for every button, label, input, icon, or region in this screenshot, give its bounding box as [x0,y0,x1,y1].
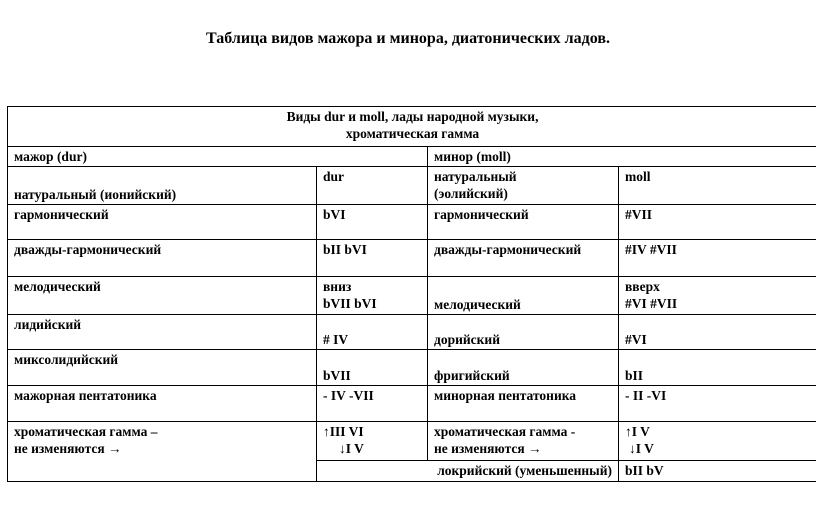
chromatic-major-label [8,422,317,461]
table-header-row [8,107,816,147]
double-harmonic-major-value: bII bVI [317,240,428,277]
chromatic-minor-line2: не изменяются → [434,441,542,456]
chromatic-minor-up: ↑I V [625,424,650,439]
page-title: Таблица видов мажора и минора, диатонических ладов. [206,30,610,47]
double-harmonic-minor-value: #IV #VII [619,240,816,277]
harmonic-minor-value: #VII [619,205,816,240]
natural-major-label: натуральный (ионийский) [8,167,317,205]
table-row [8,205,816,240]
table-row [8,147,816,167]
dur-label: dur [317,167,428,205]
melodic-major-label: мелодический [8,277,317,315]
table-row [8,350,816,386]
table-header-line1: Виды dur и moll, лады народной музыки, [286,109,539,124]
table-row [8,240,816,277]
harmonic-major-label: гармонический [8,205,317,240]
table-row [8,422,816,461]
lydian-label: лидийский [8,315,317,350]
melodic-minor-label: мелодический [428,277,619,315]
pentatonic-major-value: - IV -VII [317,386,428,422]
table-row [8,386,816,422]
modes-table [7,106,816,482]
double-harmonic-minor-label: дважды-гармонический [428,240,619,277]
dorian-value: #VI [619,315,816,350]
melodic-major-degrees: bVII bVI [323,296,377,311]
table-row [8,277,816,315]
chromatic-minor-down: ↓I V [629,441,654,456]
chromatic-major-up: ↑III VI [323,424,364,439]
chromatic-minor-label [428,422,619,461]
double-harmonic-major-label: дважды-гармонический [8,240,317,277]
phrygian-label: фригийский [428,350,619,386]
melodic-major-value [317,277,428,315]
locrian-label: локрийский (уменьшенный) [317,461,619,482]
pentatonic-major-label: мажорная пентатоника [8,386,317,422]
melodic-minor-value [619,277,816,315]
chromatic-major-line1: хроматическая гамма – [14,424,158,439]
chromatic-minor-value [619,422,816,461]
melodic-minor-degrees: #VI #VII [625,296,678,311]
natural-minor-label [428,167,619,205]
major-header: мажор (dur) [8,147,428,167]
moll-label: moll [619,167,816,205]
mixolydian-value: bVII [317,350,428,386]
chromatic-major-down: ↓I V [339,441,364,456]
melodic-minor-direction: вверх [625,279,660,294]
natural-minor-line2: (эолийский) [434,186,508,201]
pentatonic-minor-label: минорная пентатоника [428,386,619,422]
melodic-major-direction: вниз [323,279,352,294]
phrygian-value: bII [619,350,816,386]
pentatonic-minor-value: - II -VI [619,386,816,422]
chromatic-major-value [317,422,428,461]
natural-minor-line1: натуральный [434,169,517,184]
harmonic-major-value: bVI [317,205,428,240]
table-row [8,315,816,350]
harmonic-minor-label: гармонический [428,205,619,240]
lydian-value: # IV [317,315,428,350]
mixolydian-label: миксолидийский [8,350,317,386]
table-row [8,461,816,482]
table-row [8,167,816,205]
locrian-value: bII bV [619,461,816,482]
chromatic-minor-line1: хроматическая гамма - [434,424,576,439]
empty-cell [8,461,317,482]
table-header-line2: хроматическая гамма [345,126,480,141]
table-header-cell [8,107,816,147]
chromatic-major-line2: не изменяются → [14,441,122,456]
minor-header: минор (moll) [428,147,816,167]
dorian-label: дорийский [428,315,619,350]
